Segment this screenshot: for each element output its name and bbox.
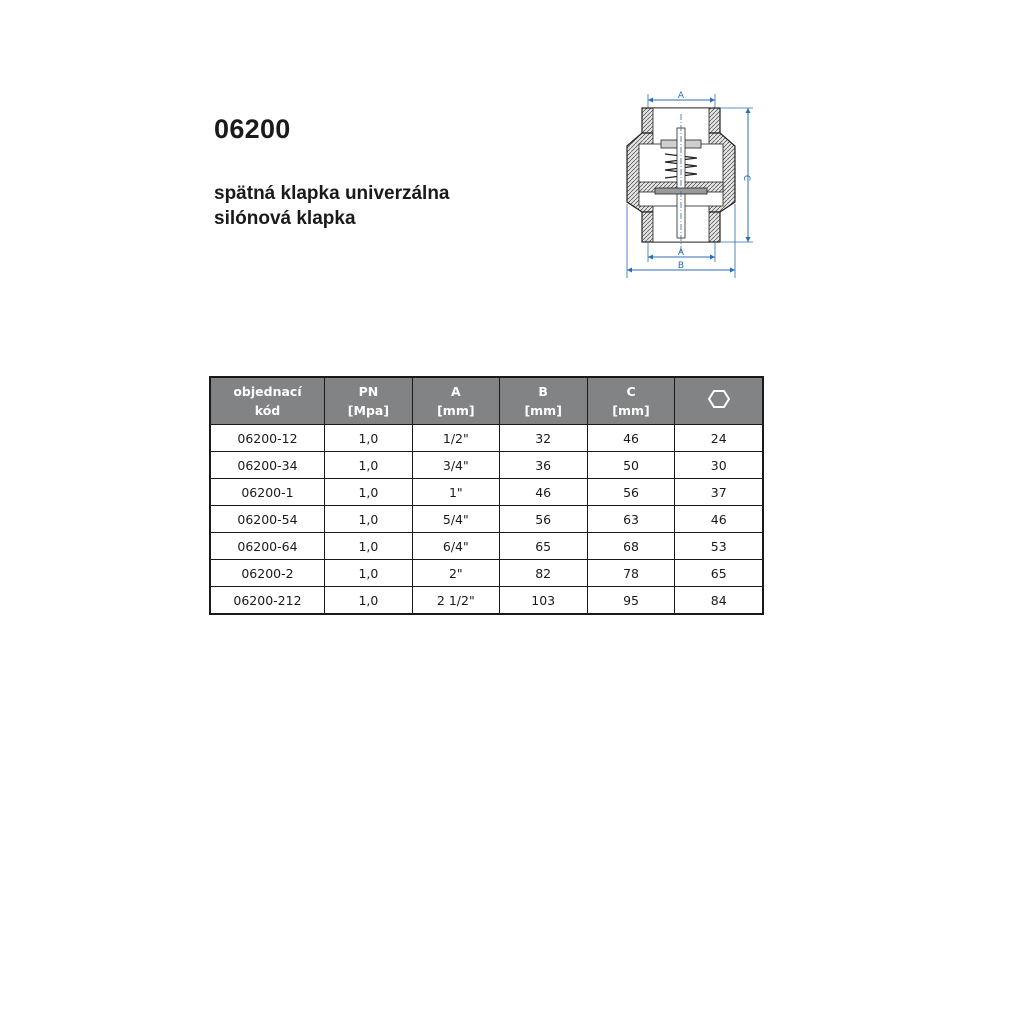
cell-c: 56	[587, 479, 675, 506]
cell-c: 78	[587, 560, 675, 587]
table-row	[210, 560, 763, 587]
cell-c: 63	[587, 506, 675, 533]
cell-hex-size: 46	[675, 506, 763, 533]
header-pn: PN [Mpa]	[324, 377, 412, 425]
cell-a: 2 1/2"	[412, 587, 499, 615]
cell-a: 5/4"	[412, 506, 499, 533]
cell-hex-size: 84	[675, 587, 763, 615]
table-row	[210, 533, 763, 560]
cell-order-code: 06200-2	[210, 560, 324, 587]
cell-b: 32	[499, 425, 587, 452]
cell-order-code: 06200-1	[210, 479, 324, 506]
dimension-a-bottom	[648, 242, 715, 262]
table-row	[210, 479, 763, 506]
header-a: A [mm]	[412, 377, 499, 425]
cell-pn: 1,0	[324, 479, 412, 506]
header-order-code: objednací kód	[210, 377, 324, 425]
header-c: C [mm]	[587, 377, 675, 425]
label-c: C	[741, 174, 751, 182]
table-row	[210, 506, 763, 533]
specification-table	[209, 376, 764, 615]
cell-hex-size: 24	[675, 425, 763, 452]
cell-b: 36	[499, 452, 587, 479]
cell-b: 46	[499, 479, 587, 506]
cell-c: 95	[587, 587, 675, 615]
check-valve-drawing	[615, 84, 765, 284]
product-description	[214, 181, 450, 231]
cell-order-code: 06200-64	[210, 533, 324, 560]
table-row	[210, 587, 763, 615]
description-line-2: silónová klapka	[214, 208, 356, 229]
label-b: B	[677, 261, 685, 271]
cell-pn: 1,0	[324, 506, 412, 533]
cell-order-code: 06200-12	[210, 425, 324, 452]
cell-pn: 1,0	[324, 560, 412, 587]
table-body	[210, 425, 763, 615]
table-row	[210, 452, 763, 479]
cell-c: 50	[587, 452, 675, 479]
cell-b: 103	[499, 587, 587, 615]
label-a-top: A	[677, 91, 685, 101]
cell-c: 46	[587, 425, 675, 452]
cell-b: 65	[499, 533, 587, 560]
cell-a: 3/4"	[412, 452, 499, 479]
cell-order-code: 06200-212	[210, 587, 324, 615]
table-header-row	[210, 377, 763, 425]
cell-a: 2"	[412, 560, 499, 587]
cell-hex-size: 37	[675, 479, 763, 506]
hexagon-icon	[708, 389, 730, 409]
cell-pn: 1,0	[324, 533, 412, 560]
cell-c: 68	[587, 533, 675, 560]
cell-pn: 1,0	[324, 452, 412, 479]
header-b: B [mm]	[499, 377, 587, 425]
cell-order-code: 06200-34	[210, 452, 324, 479]
cell-pn: 1,0	[324, 425, 412, 452]
cell-hex-size: 65	[675, 560, 763, 587]
cell-a: 1"	[412, 479, 499, 506]
cell-b: 56	[499, 506, 587, 533]
cell-a: 6/4"	[412, 533, 499, 560]
cell-b: 82	[499, 560, 587, 587]
header-hex	[675, 377, 763, 425]
cell-hex-size: 53	[675, 533, 763, 560]
table-row	[210, 425, 763, 452]
description-line-1: spätná klapka univerzálna	[214, 183, 450, 204]
cell-a: 1/2"	[412, 425, 499, 452]
product-code: 06200	[214, 114, 291, 144]
label-a-bottom: A	[677, 248, 685, 258]
cell-pn: 1,0	[324, 587, 412, 615]
valve-body	[627, 108, 735, 254]
cell-order-code: 06200-54	[210, 506, 324, 533]
cell-hex-size: 30	[675, 452, 763, 479]
